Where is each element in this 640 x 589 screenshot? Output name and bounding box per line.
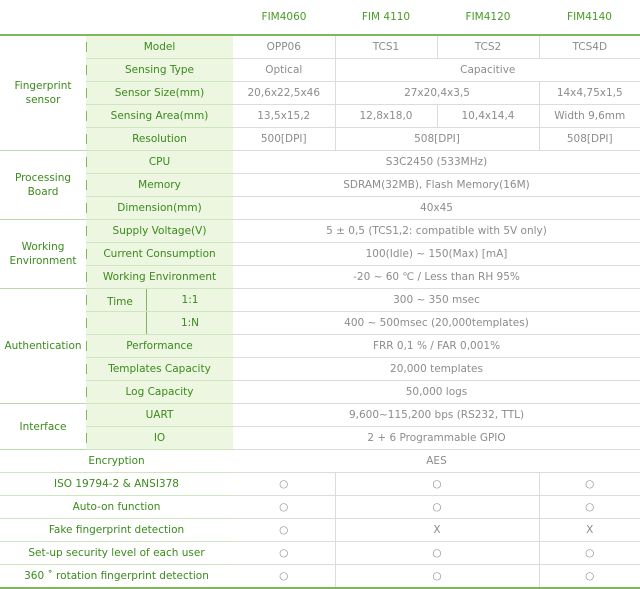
label-tick-divider bbox=[86, 203, 87, 213]
row-time-1-n bbox=[0, 312, 640, 335]
column-header-fim4120: FIM4120 bbox=[465, 11, 511, 23]
row-feature-fake-fingerprint bbox=[0, 519, 640, 542]
value-sensor-size-fim4140: 14x4,75x1,5 bbox=[539, 82, 640, 105]
value-model-fim4120: TCS2 bbox=[437, 35, 539, 59]
label-performance: Performance bbox=[86, 335, 233, 358]
label-current-consumption: Current Consumption bbox=[86, 243, 233, 266]
value-model-fim4140: TCS4D bbox=[539, 35, 640, 59]
group-processing-board: Processing Board bbox=[0, 151, 86, 220]
row-current-consumption bbox=[0, 243, 640, 266]
row-feature-auto-on bbox=[0, 496, 640, 519]
value-feature-fake-fingerprint-fim4110-4120: X bbox=[335, 519, 539, 542]
value-dimension: 40x45 bbox=[233, 197, 640, 220]
label-tick-divider bbox=[86, 42, 87, 52]
row-feature-iso bbox=[0, 473, 640, 496]
value-supply-voltage: 5 ± 0,5 (TCS1,2: compatible with 5V only) bbox=[233, 220, 640, 243]
label-tick-divider bbox=[86, 295, 87, 305]
label-tick-divider bbox=[86, 364, 87, 374]
group-interface: Interface bbox=[0, 404, 86, 450]
label-tick-divider bbox=[86, 226, 87, 236]
row-log-capacity bbox=[0, 381, 640, 404]
column-header-fim4060: FIM4060 bbox=[261, 11, 307, 23]
label-tick-divider bbox=[86, 88, 87, 98]
value-feature-auto-on-fim4140: ○ bbox=[539, 496, 640, 519]
row-memory bbox=[0, 174, 640, 197]
label-dimension: Dimension(mm) bbox=[86, 197, 233, 220]
value-encryption: AES bbox=[233, 450, 640, 473]
label-resolution: Resolution bbox=[86, 128, 233, 151]
label-feature-iso: ISO 19794-2 & ANSI378 bbox=[0, 473, 233, 496]
label-working-environment: Working Environment bbox=[86, 266, 233, 289]
value-resolution-fim4140: 508[DPI] bbox=[539, 128, 640, 151]
row-sensing-type bbox=[0, 59, 640, 82]
value-memory: SDRAM(32MB), Flash Memory(16M) bbox=[233, 174, 640, 197]
label-sensing-type: Sensing Type bbox=[86, 59, 233, 82]
value-cpu: S3C2450 (533MHz) bbox=[233, 151, 640, 174]
label-tick-divider bbox=[86, 410, 87, 420]
label-supply-voltage: Supply Voltage(V) bbox=[86, 220, 233, 243]
value-sensing-type-capacitive: Capacitive bbox=[335, 59, 640, 82]
value-model-fim4110: TCS1 bbox=[335, 35, 437, 59]
value-sensing-type-optical: Optical bbox=[233, 59, 335, 82]
label-uart: UART bbox=[86, 404, 233, 427]
label-feature-rotation: 360 ˚ rotation fingerprint detection bbox=[0, 565, 233, 589]
column-header-fim4110: FIM 4110 bbox=[361, 11, 411, 23]
value-io: 2 + 6 Programmable GPIO bbox=[233, 427, 640, 450]
label-templates-capacity: Templates Capacity bbox=[86, 358, 233, 381]
label-feature-fake-fingerprint: Fake fingerprint detection bbox=[0, 519, 233, 542]
row-io bbox=[0, 427, 640, 450]
row-working-environment bbox=[0, 266, 640, 289]
label-time: Time bbox=[107, 296, 133, 308]
column-header-fim4140: FIM4140 bbox=[567, 11, 612, 23]
value-time-1-1: 300 ~ 350 msec bbox=[233, 289, 640, 312]
value-feature-security-level-fim4060: ○ bbox=[233, 542, 335, 565]
label-memory: Memory bbox=[86, 174, 233, 197]
value-log-capacity: 50,000 logs bbox=[233, 381, 640, 404]
value-feature-auto-on-fim4110-4120: ○ bbox=[335, 496, 539, 519]
value-resolution-fim4060: 500[DPI] bbox=[233, 128, 335, 151]
label-tick-divider bbox=[86, 157, 87, 167]
label-tick-divider bbox=[86, 387, 87, 397]
value-feature-auto-on-fim4060: ○ bbox=[233, 496, 335, 519]
label-feature-security-level: Set-up security level of each user bbox=[0, 542, 233, 565]
row-sensor-size bbox=[0, 82, 640, 105]
group-authentication: Authentication bbox=[0, 289, 86, 404]
row-feature-security-level bbox=[0, 542, 640, 565]
label-time-1-1: 1:1 bbox=[146, 289, 233, 311]
row-dimension bbox=[0, 197, 640, 220]
label-cpu: CPU bbox=[86, 151, 233, 174]
value-current-consumption: 100(Idle) ~ 150(Max) [mA] bbox=[233, 243, 640, 266]
value-working-environment: -20 ~ 60 ℃ / Less than RH 95% bbox=[233, 266, 640, 289]
label-tick-divider bbox=[86, 111, 87, 121]
value-sensing-area-fim4120: 10,4x14,4 bbox=[437, 105, 539, 128]
value-templates-capacity: 20,000 templates bbox=[233, 358, 640, 381]
value-feature-iso-fim4110-4120: ○ bbox=[335, 473, 539, 496]
header-row bbox=[0, 0, 640, 35]
value-resolution-fim4110-4120: 508[DPI] bbox=[335, 128, 539, 151]
value-uart: 9,600~115,200 bps (RS232, TTL) bbox=[233, 404, 640, 427]
group-working-environment: Working Environment bbox=[0, 220, 86, 289]
row-supply-voltage bbox=[0, 220, 640, 243]
value-feature-fake-fingerprint-fim4140: X bbox=[539, 519, 640, 542]
label-tick-divider bbox=[86, 249, 87, 259]
value-model-fim4060: OPP06 bbox=[233, 35, 335, 59]
row-encryption bbox=[0, 450, 640, 473]
label-log-capacity: Log Capacity bbox=[86, 381, 233, 404]
value-feature-iso-fim4140: ○ bbox=[539, 473, 640, 496]
label-time-1-n: 1:N bbox=[146, 312, 233, 334]
value-time-1-n: 400 ~ 500msec (20,000templates) bbox=[233, 312, 640, 335]
value-feature-rotation-fim4140: ○ bbox=[539, 565, 640, 589]
row-resolution bbox=[0, 128, 640, 151]
label-sensor-size: Sensor Size(mm) bbox=[86, 82, 233, 105]
value-sensor-size-fim4110-4120: 27x20,4x3,5 bbox=[335, 82, 539, 105]
label-tick-divider bbox=[86, 134, 87, 144]
label-feature-auto-on: Auto-on function bbox=[0, 496, 233, 519]
value-feature-iso-fim4060: ○ bbox=[233, 473, 335, 496]
row-performance bbox=[0, 335, 640, 358]
label-tick-divider bbox=[86, 341, 87, 351]
row-sensing-area bbox=[0, 105, 640, 128]
value-sensing-area-fim4060: 13,5x15,2 bbox=[233, 105, 335, 128]
label-sensing-area: Sensing Area(mm) bbox=[86, 105, 233, 128]
label-io: IO bbox=[86, 427, 233, 450]
label-time-spacer-2 bbox=[86, 312, 146, 334]
value-feature-rotation-fim4060: ○ bbox=[233, 565, 335, 589]
value-feature-rotation-fim4110-4120: ○ bbox=[335, 565, 539, 589]
group-fingerprint-sensor: Fingerprint sensor bbox=[0, 35, 86, 151]
label-tick-divider bbox=[86, 65, 87, 75]
value-feature-security-level-fim4110-4120: ○ bbox=[335, 542, 539, 565]
row-templates-capacity bbox=[0, 358, 640, 381]
value-feature-security-level-fim4140: ○ bbox=[539, 542, 640, 565]
row-uart bbox=[0, 404, 640, 427]
row-cpu bbox=[0, 151, 640, 174]
value-sensor-size-fim4060: 20,6x22,5x46 bbox=[233, 82, 335, 105]
label-tick-divider bbox=[86, 318, 87, 328]
row-model bbox=[0, 35, 640, 59]
header-blank bbox=[0, 0, 233, 35]
value-performance: FRR 0,1 % / FAR 0,001% bbox=[233, 335, 640, 358]
row-feature-rotation bbox=[0, 565, 640, 589]
label-model: Model bbox=[86, 35, 233, 59]
value-feature-fake-fingerprint-fim4060: ○ bbox=[233, 519, 335, 542]
label-tick-divider bbox=[86, 180, 87, 190]
label-encryption: Encryption bbox=[0, 450, 233, 473]
value-sensing-area-fim4110: 12,8x18,0 bbox=[335, 105, 437, 128]
label-tick-divider bbox=[86, 433, 87, 443]
label-tick-divider bbox=[86, 272, 87, 282]
value-sensing-area-fim4140: Width 9,6mm bbox=[539, 105, 640, 128]
